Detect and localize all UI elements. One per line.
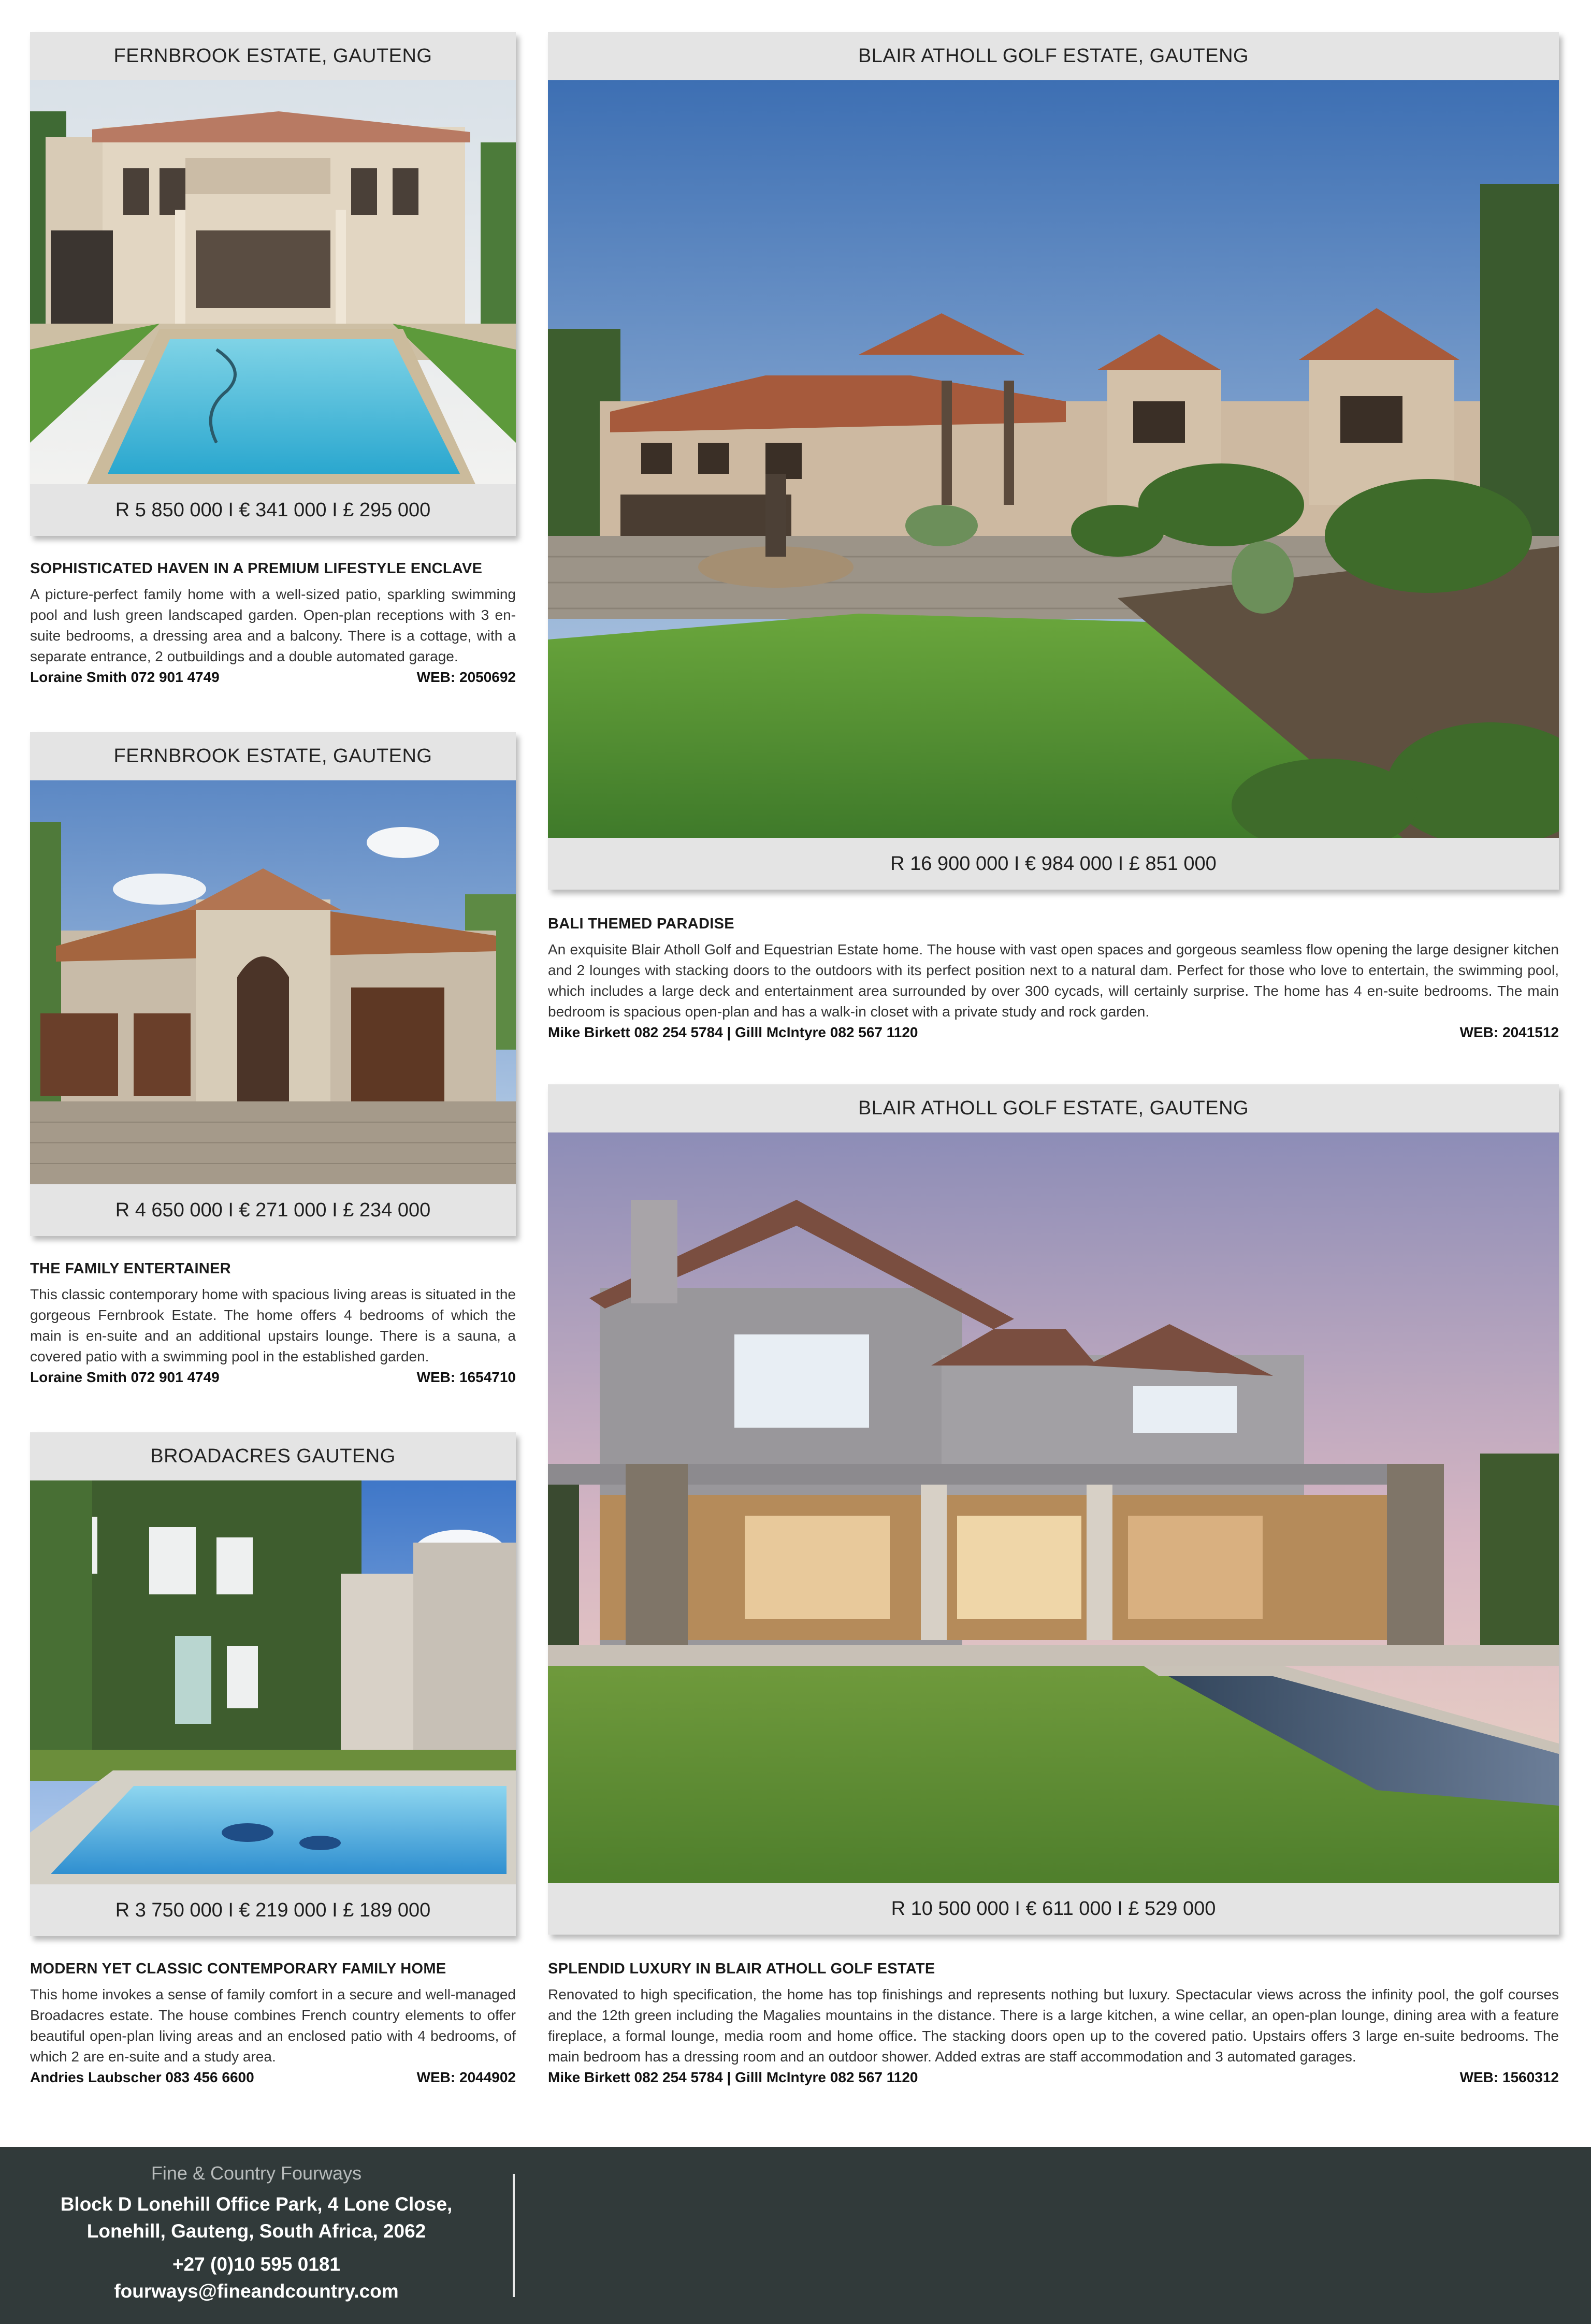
listing-headline: THE FAMILY ENTERTAINER	[30, 1260, 231, 1277]
listing-description: This classic contemporary home with spacious living areas is situated in the gorgeous Fernbrook Estate. The home offers 4 bedrooms of which the main is en-suite and an additional upstairs lounge. There is a sauna, a covered patio with a swimming pool in the established garden.	[30, 1286, 516, 1364]
listing-card-blair-atholl-2	[548, 1084, 1559, 1935]
listing-headline: SOPHISTICATED HAVEN IN A PREMIUM LIFESTYLE ENCLAVE	[30, 560, 483, 577]
web-reference: WEB: 1654710	[416, 1369, 516, 1385]
web-reference: WEB: 2044902	[416, 2069, 516, 2085]
listing-title: FERNBROOK ESTATE, GAUTENG	[113, 745, 432, 767]
agent-contact: Mike Birkett 082 254 5784 | Gilll McIntyre 082 567 1120	[548, 1024, 918, 1040]
listing-title: BROADACRES GAUTENG	[150, 1445, 396, 1467]
listing-description: A picture-perfect family home with a well-sized patio, sparkling swimming pool and lush green landscaped garden. Open-plan receptions with 3 en-suite bedrooms, a dressing area and a balcony. There is a cottage, with a separate entrance, 2 outbuildings and a double automated garage.	[30, 586, 516, 664]
agent-contact: Loraine Smith 072 901 4749	[30, 1369, 220, 1385]
listing-headline: BALI THEMED PARADISE	[548, 916, 734, 932]
listing-card-fernbrook-1	[30, 32, 516, 536]
office-address-line1: Block D Lonehill Office Park, 4 Lone Close,	[60, 2194, 453, 2215]
listing-price: R 10 500 000 I € 611 000 I £ 529 000	[891, 1898, 1216, 1920]
agent-contact: Loraine Smith 072 901 4749	[30, 669, 220, 685]
listing-contact	[30, 1369, 516, 1386]
listing-title: BLAIR ATHOLL GOLF ESTATE, GAUTENG	[858, 1097, 1249, 1119]
office-email[interactable]: fourways@fineandcountry.com	[114, 2281, 399, 2302]
footer-divider	[513, 2174, 515, 2297]
property-photo	[548, 80, 1559, 838]
agent-contact: Andries Laubscher 083 456 6600	[30, 2069, 254, 2085]
office-name: Fine & Country Fourways	[151, 2162, 362, 2184]
listing-description: An exquisite Blair Atholl Golf and Equestrian Estate home. The house with vast open spaces and gorgeous seamless flow opening the large designer kitchen and 2 lounges with stacking doors to the outdoors with its perfect position next to a natural dam. Perfect for those who love to entertain, the swimming pool, which includes a large deck and entertainment area surrounded by over 300 cycads, will certainly surprise. The home has 4 en-suite bedrooms. The main bedroom is spacious open-plan and has a walk-in closet with a private study and rock garden.	[548, 941, 1559, 1020]
listing-title: BLAIR ATHOLL GOLF ESTATE, GAUTENG	[858, 45, 1249, 67]
bali-house-photo	[548, 80, 1559, 838]
listing-description: This home invokes a sense of family comfort in a secure and well-managed Broadacres estate. The house combines French country elements to offer beautiful open-plan living areas and an enclosed patio with 4 bedrooms, of which 2 are en-suite and a study area.	[30, 1986, 516, 2065]
property-photo	[548, 1132, 1559, 1883]
listing-price: R 3 750 000 I € 219 000 I £ 189 000	[115, 1899, 431, 1921]
office-address-line2: Lonehill, Gauteng, South Africa, 2062	[86, 2220, 426, 2242]
office-footer	[0, 2147, 1591, 2324]
listing-headline: MODERN YET CLASSIC CONTEMPORARY FAMILY HOME	[30, 1960, 446, 1977]
listing-contact	[30, 669, 516, 686]
property-photo	[30, 80, 516, 484]
listing-contact	[30, 2069, 516, 2086]
property-photo	[30, 780, 516, 1184]
listing-contact	[548, 1024, 1559, 1041]
listing-headline: SPLENDID LUXURY IN BLAIR ATHOLL GOLF ESTATE	[548, 1960, 935, 1977]
listing-price: R 4 650 000 I € 271 000 I £ 234 000	[115, 1199, 431, 1221]
house-garages-photo	[30, 780, 516, 1184]
listing-contact	[548, 2069, 1559, 2086]
property-photo	[30, 1480, 516, 1884]
house-pool-photo	[30, 80, 516, 484]
office-phone[interactable]: +27 (0)10 595 0181	[172, 2254, 341, 2275]
dusk-house-pool-photo	[548, 1132, 1559, 1883]
web-reference: WEB: 2041512	[1459, 1024, 1559, 1040]
listing-card-blair-atholl-1	[548, 32, 1559, 890]
listing-description: Renovated to high specification, the home has top finishings and represents nothing but luxury. Spectacular views across the infinity pool, the golf courses and the 12th green including the Magalies mountains in the distance. There is a large kitchen, a wine cellar, an open-plan lounge, dining area with a feature fireplace, a formal lounge, media room and home office. The stacking doors open up to the covered patio. Upstairs offers 3 large en-suite bedrooms. The main bedroom has a dressing room and an outdoor shower. Added extras are staff accommodation and 3 automated garages.	[548, 1986, 1559, 2065]
web-reference: WEB: 2050692	[416, 669, 516, 685]
listing-card-broadacres	[30, 1432, 516, 1936]
ivy-house-pool-photo	[30, 1480, 516, 1884]
web-reference: WEB: 1560312	[1459, 2069, 1559, 2085]
agent-contact: Mike Birkett 082 254 5784 | Gilll McIntyre 082 567 1120	[548, 2069, 918, 2085]
listing-price: R 5 850 000 I € 341 000 I £ 295 000	[115, 499, 431, 521]
listing-title: FERNBROOK ESTATE, GAUTENG	[113, 45, 432, 67]
listing-price: R 16 900 000 I € 984 000 I £ 851 000	[890, 853, 1217, 875]
listing-card-fernbrook-2	[30, 732, 516, 1236]
